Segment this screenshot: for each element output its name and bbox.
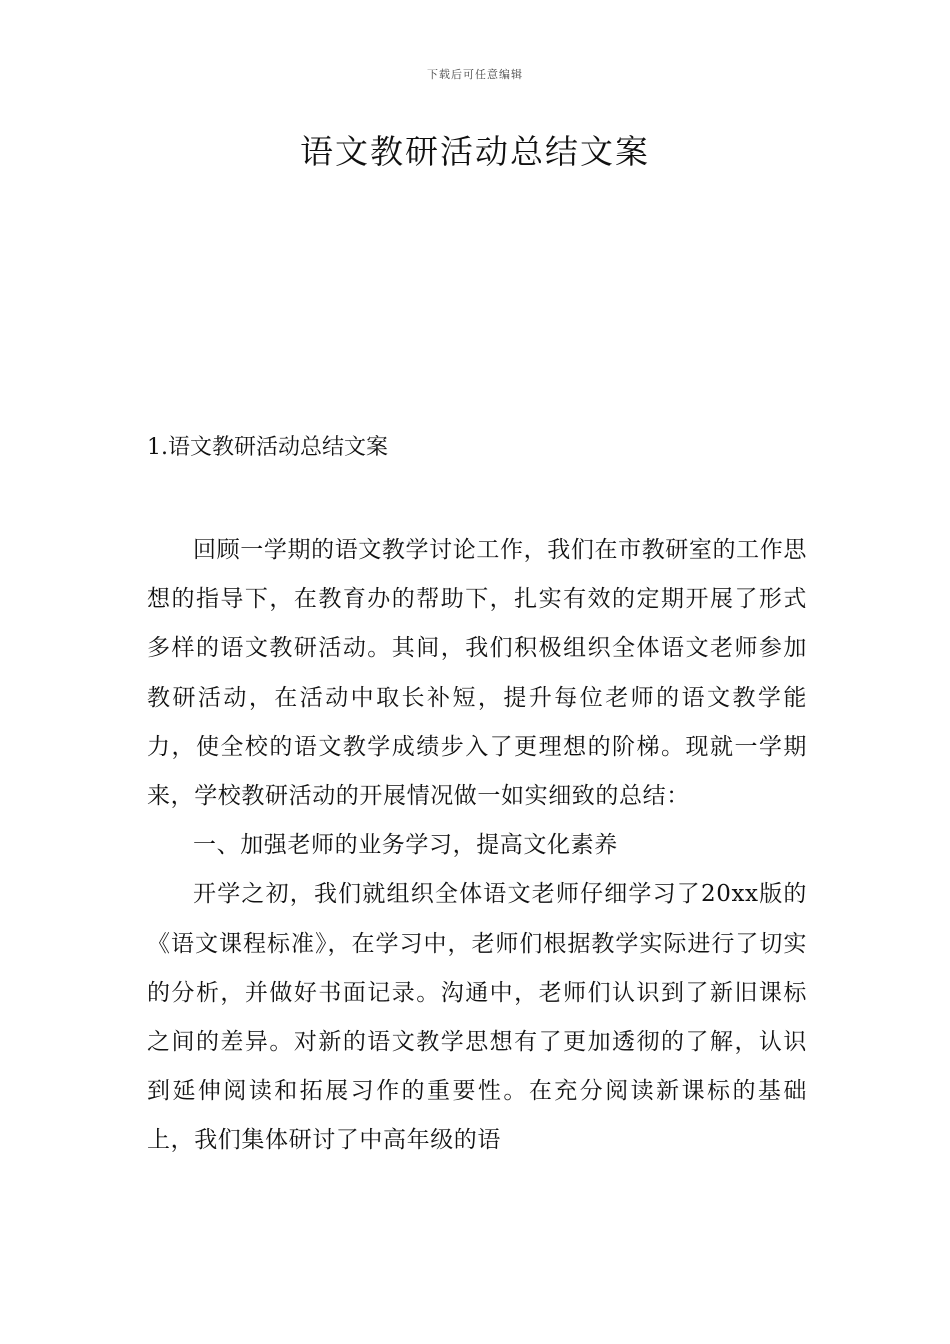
document-body — [147, 526, 807, 1166]
document-title: 语文教研活动总结文案 — [300, 132, 650, 171]
page-header-note: 下载后可任意编辑 — [427, 68, 523, 81]
paragraph-subheading: 一、加强老师的业务学习，提高文化素养 — [193, 832, 618, 859]
section-heading: 1.语文教研活动总结文案 — [147, 435, 388, 460]
paragraph-study: 开学之初，我们就组织全体语文老师仔细学习了20xx版的《语文课程标准》，在学习中，老师们根据教学实际进行了切实的分析，并做好书面记录。沟通中，老师们认识到了新旧课标之间的差异。对新的语文教学思想有了更加透彻的了解，认识到延伸阅读和拓展习作的重要性。在充分阅读新课标的基础上，我们集体研讨了中高年级的语 — [147, 881, 807, 1154]
paragraph-intro: 回顾一学期的语文教学讨论工作，我们在市教研室的工作思想的指导下，在教育办的帮助下，扎实有效的定期开展了形式多样的语文教研活动。其间，我们积极组织全体语文老师参加教研活动，在活动中取长补短，提升每位老师的语文教学能力，使全校的语文教学成绩步入了更理想的阶梯。现就一学期来，学校教研活动的开展情况做一如实细致的总结： — [147, 537, 807, 810]
